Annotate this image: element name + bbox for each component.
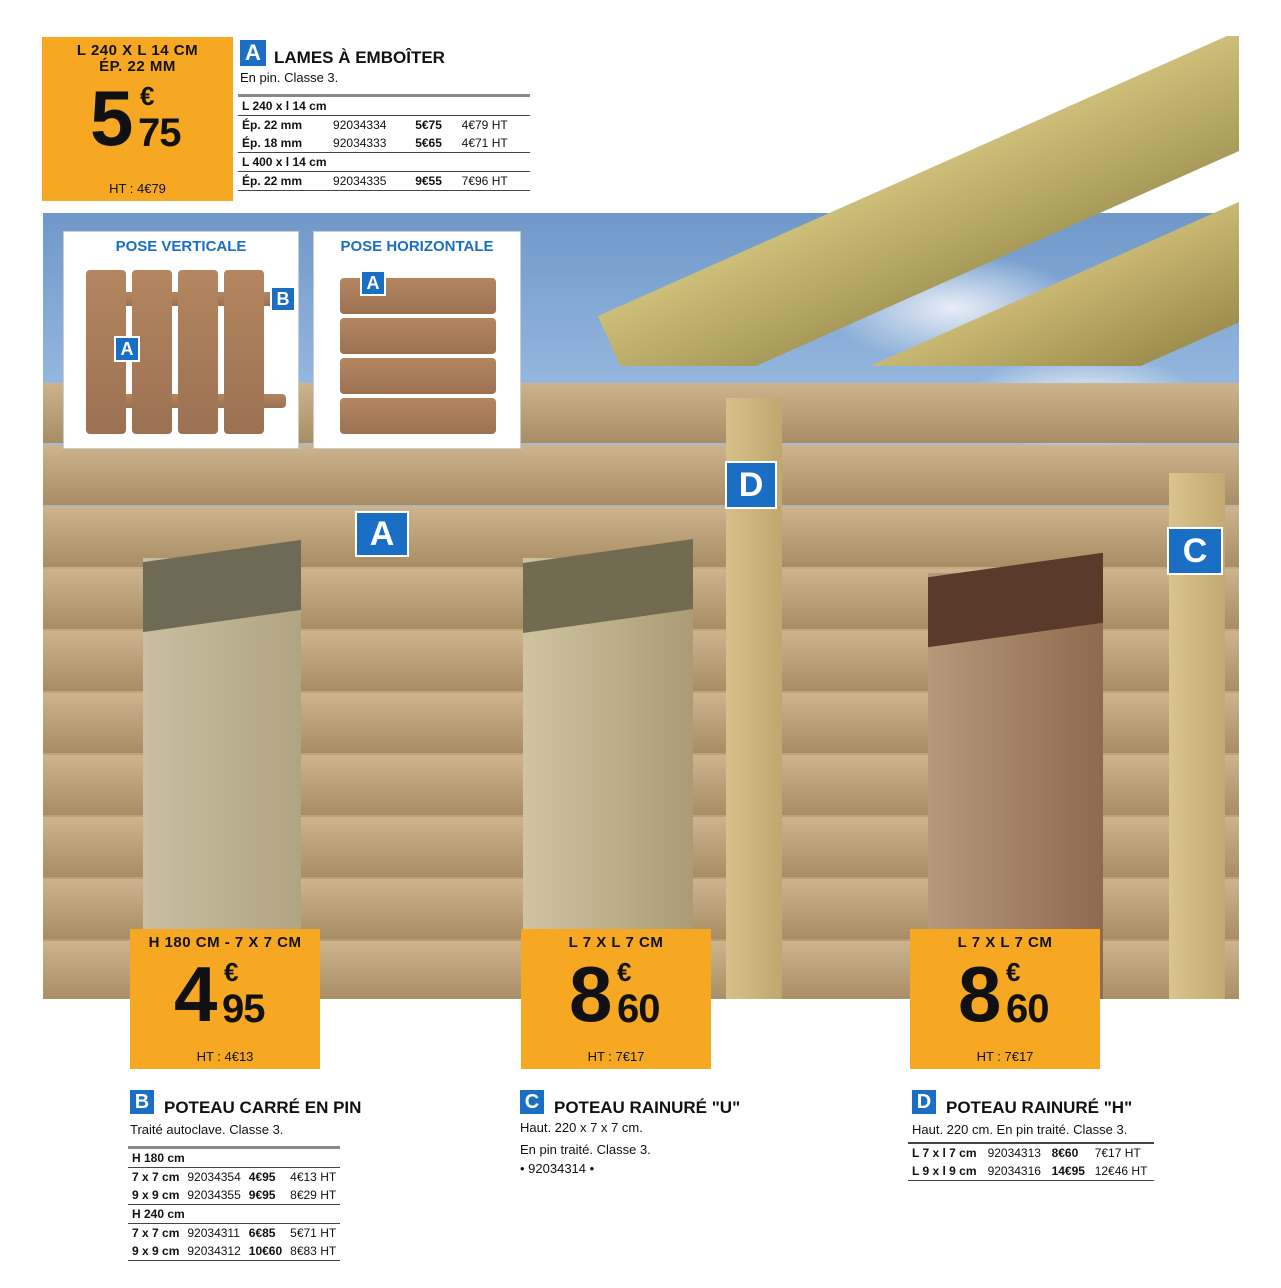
poteau-carre-price-box [130,929,320,1069]
poteau-h-desc: Haut. 220 cm. En pin traité. Classe 3. [912,1122,1128,1137]
poteau-h-price-ht: HT : 7€17 [976,1049,1034,1064]
horizontal-board [340,318,496,354]
table-row: Ép. 22 mm 92034335 9€55 7€96 HT [238,172,530,191]
poteau-h-price-currency: € [1006,957,1021,987]
poteau-carre-price-dec: 95 [222,987,265,1031]
poteau-carre-group-2: H 240 cm [128,1205,340,1224]
poteau-carre-title: POTEAU CARRÉ EN PIN [164,1098,362,1117]
lames-price-currency: € [140,81,155,111]
lames-spec-table [238,94,530,191]
lames-price-dims: L 240 X L 14 CM [76,42,199,59]
table-row: 7 x 7 cm 92034354 4€95 4€13 HT [132,1170,337,1184]
lames-price-int: 5 [90,74,130,162]
lames-badge: A [240,40,266,66]
poteau-carre-price-ht: HT : 4€13 [196,1049,254,1064]
table-row: Ép. 18 mm 92034333 5€65 4€71 HT [238,134,530,153]
diagram-badge-a-horizontale: A [360,270,386,296]
poteau-h-price-int: 8 [958,950,998,1038]
lames-price-dec: 75 [138,111,181,155]
poteau-h-spec-table [908,1142,1154,1181]
poteau-carre-badge: B [130,1090,154,1114]
poteau-h-price-box [910,929,1100,1069]
fence-board [43,445,1239,505]
lames-price-box [42,37,233,201]
diagram-pose-verticale [63,231,299,449]
table-row: Ép. 22 mm 92034334 5€75 4€79 HT [242,118,508,132]
scene-badge-a: A [355,511,409,557]
poteau-u-desc-2: En pin traité. Classe 3. [520,1142,651,1157]
poteau-carre-group-1: H 180 cm [128,1148,340,1168]
horizontal-board [340,358,496,394]
poteau-h-price-dec: 60 [1006,987,1049,1031]
diagram-badge-a: A [114,336,140,362]
poteau-u-price-int: 8 [569,950,609,1038]
horizontal-board [340,398,496,434]
lames-group-2: L 400 x l 14 cm [238,153,530,172]
table-row: L 9 x l 9 cm 92034316 14€95 12€46 HT [908,1162,1154,1181]
poteau-carre-price-dims: H 180 CM - 7 X 7 CM [148,934,302,951]
table-row: 9 x 9 cm 92034355 9€95 8€29 HT [128,1186,340,1205]
diagram-pose-horizontale-title: POSE HORIZONTALE [340,238,494,255]
poteau-u-desc-1: Haut. 220 x 7 x 7 cm. [520,1120,643,1135]
poteau-h-price-dims: L 7 X L 7 CM [957,934,1053,951]
poteau-u-price-dims: L 7 X L 7 CM [568,934,664,951]
poteau-h-title: POTEAU RAINURÉ "H" [946,1098,1133,1117]
table-row: 9 x 9 cm 92034312 10€60 8€83 HT [128,1242,340,1261]
diagram-pose-horizontale [313,231,521,449]
vertical-board [178,270,218,434]
poteau-u-badge: C [520,1090,544,1114]
poteau-u-price-currency: € [617,957,632,987]
lames-group-1: L 240 x l 14 cm [238,96,530,116]
lames-title: LAMES À EMBOÎTER [274,48,445,67]
lames-desc: En pin. Classe 3. [240,70,339,85]
poteau-u-title: POTEAU RAINURÉ "U" [554,1098,741,1117]
poteau-u-price-dec: 60 [617,987,660,1031]
poteau-carre-price-int: 4 [174,950,214,1038]
diagram-badge-b: B [270,286,296,312]
poteau-carre-desc: Traité autoclave. Classe 3. [130,1122,284,1137]
poteau-carre-price-currency: € [224,957,239,987]
poteau-h-badge: D [912,1090,936,1114]
vertical-board [224,270,264,434]
table-row: L 7 x l 7 cm 92034313 8€60 7€17 HT [912,1146,1141,1160]
board-image-1 [588,36,1239,366]
poteau-u-price-ht: HT : 7€17 [587,1049,645,1064]
table-row: 7 x 7 cm 92034311 6€85 5€71 HT [132,1226,337,1240]
scene-badge-d: D [725,461,777,509]
poteau-carre-spec-table [128,1146,340,1261]
lames-price-ht: HT : 4€79 [109,181,166,196]
scene-badge-c: C [1167,527,1223,575]
poteau-u-ref: • 92034314 • [520,1161,595,1176]
poteau-u-price-box [521,929,711,1069]
diagram-pose-verticale-title: POSE VERTICALE [115,238,247,255]
lames-price-ep: ÉP. 22 MM [99,58,176,75]
